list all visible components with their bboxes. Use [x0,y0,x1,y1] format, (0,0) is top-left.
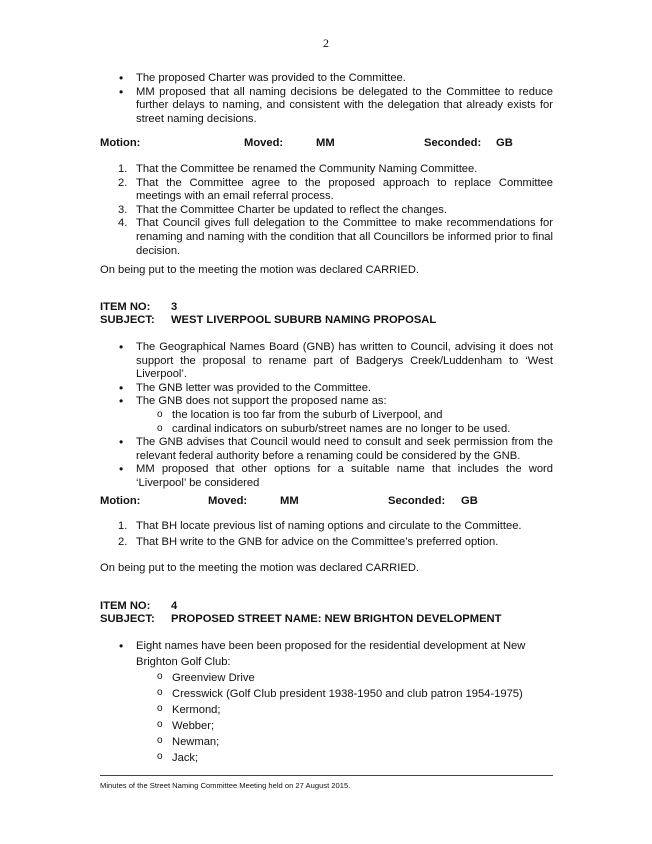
motion-2-result: On being put to the meeting the motion was declared CARRIED. [100,562,420,574]
sub-list-item: o the location is too far from the suburb of Liverpool, and [100,409,553,423]
moved-label: Moved: [208,495,248,507]
sub-list-item: o Greenview Drive [100,670,553,686]
item-3-subject: SUBJECT: WEST LIVERPOOL SUBURB NAMING PROPOSAL [100,314,437,326]
list-item: • The GNB advises that Council would need to consult and seek permission from the relevant federal authority before a renaming could be considered by the GNB. [100,436,553,463]
sub-list-item: o Webber; [100,718,553,734]
sub-list-item: o Kermond; [100,702,553,718]
list-item: • The GNB letter was provided to the Committee. [100,382,553,396]
numbered-item: 4. That Council gives full delegation to the Committee to make recommendations for renaming and naming with the condition that all Councillors be informed prior to final decision. [118,217,553,257]
numbered-item: 2. That the Committee agree to the proposed approach to replace Committee meetings with an email referral process. [118,176,553,203]
list-item: • The GNB does not support the proposed name as: [100,395,553,409]
list-item: • MM proposed that all naming decisions be delegated to the Committee to reduce further delays to naming, and consistent with the delegation that already exists for street naming decisions. [100,86,553,127]
seconded-value: GB [461,495,478,507]
seconded-label: Seconded: [424,137,482,149]
moved-value: MM [280,495,299,507]
item-3-bullets [100,341,553,491]
item-3-number: ITEM NO: 3 [100,301,178,313]
list-item: • The proposed Charter was provided to the Committee. [100,72,553,86]
motion-row-2 [100,495,553,509]
motion-1-result: On being put to the meeting the motion was declared CARRIED. [100,264,420,276]
motion-1-items [100,163,553,258]
list-item: • MM proposed that other options for a suitable name that includes the word ‘Liverpool’ be considered [100,463,553,490]
motion-row-1 [100,137,553,151]
sub-list-item: o Cresswick (Golf Club president 1938-1950 and club patron 1954-1975) [100,686,553,702]
numbered-item: 2. That BH write to the GNB for advice on the Committee’s preferred option. [118,535,499,548]
motion-label: Motion: [100,137,141,149]
motion-label: Motion: [100,495,141,507]
sub-list-item: o cardinal indicators on suburb/street names are no longer to be used. [100,423,553,437]
intro-bullets [100,72,553,126]
motion-2-items [100,520,553,549]
seconded-label: Seconded: [388,495,446,507]
item-4-bullets [100,638,553,766]
numbered-item: 3. That the Committee Charter be updated to reflect the changes. [118,203,447,216]
list-item: • Eight names have been been proposed for the residential development at New Brighton Golf Club: [100,638,553,670]
page-footer: Minutes of the Street Naming Committee Meeting held on 27 August 2015. [100,781,351,790]
moved-value: MM [316,137,335,149]
numbered-item: 1. That the Committee be renamed the Community Naming Committee. [118,163,478,175]
seconded-value: GB [496,137,513,149]
item-4-subject: SUBJECT: PROPOSED STREET NAME: NEW BRIGHTON DEVELOPMENT [100,613,502,625]
footer-divider [100,775,553,776]
list-item: • The Geographical Names Board (GNB) has written to Council, advising it does not support the proposal to rename part of Badgerys Creek/Luddenham to ‘West Liverpool’. [100,341,553,382]
sub-list-item: o Newman; [100,734,553,750]
moved-label: Moved: [244,137,284,149]
sub-list-item: o Jack; [100,750,553,766]
item-4-number: ITEM NO: 4 [100,600,178,612]
numbered-item: 1. That BH locate previous list of naming options and circulate to the Committee. [118,520,522,532]
page-number: 2 [323,36,329,50]
